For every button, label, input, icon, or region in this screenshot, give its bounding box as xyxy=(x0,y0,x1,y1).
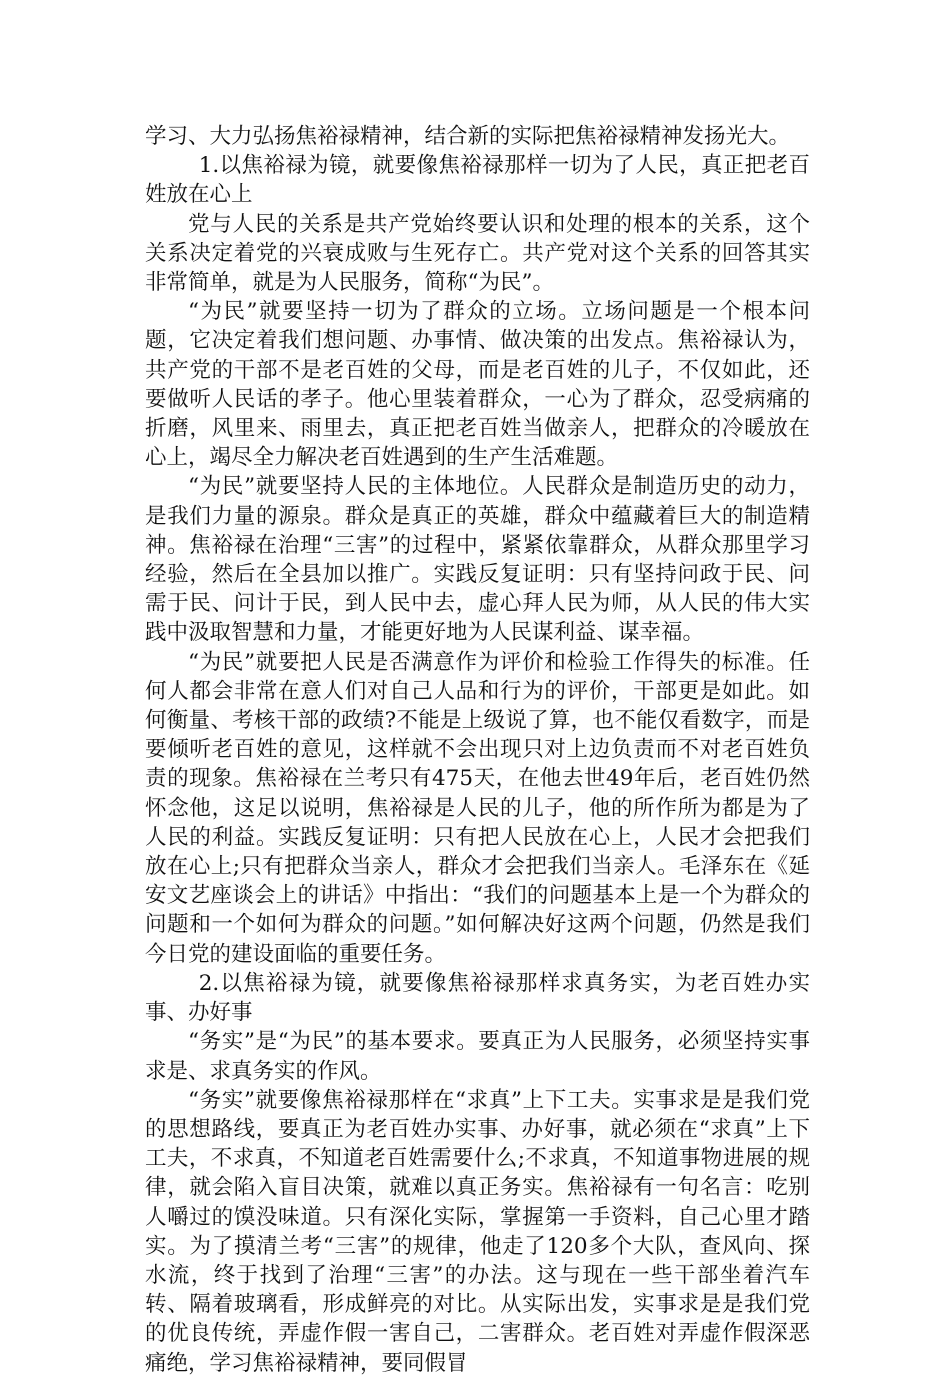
paragraph-continuation: 学习、大力弘扬焦裕禄精神，结合新的实际把焦裕禄精神发扬光大。 xyxy=(145,124,791,149)
document-page xyxy=(145,122,810,1378)
paragraph-seek-truth: “务实”就要像焦裕禄那样在“求真”上下工夫。实事求是是我们党的思想路线，要真正为老百姓办实事、办好事，就必须在“求真”上下工夫，不求真，不知道老百姓需要什么;不求真，不知道事物进展的规律，就会陷入盲目决策，就难以真正务实。焦裕禄有一句名言：吃别人嚼过的馍没味道。只有深化实际，掌握第一手资料，自己心里才踏实。为了摸清兰考“三害”的规律，他走了120多个大队，查风向、探水流，终于找到了治理“三害”的办法。这与现在一些干部坐着汽车转、隔着玻璃看，形成鲜亮的对比。从实际出发，实事求是是我们党的优良传统，弄虚作假一害自己，二害群众。老百姓对弄虚作假深恶痛绝，学习焦裕禄精神，要同假冒 xyxy=(145,1087,810,1376)
section-heading-1: 1.以焦裕禄为镜，就要像焦裕禄那样一切为了人民，真正把老百姓放在心上 xyxy=(145,153,810,208)
paragraph-for-people-stance: “为民”就要坚持一切为了群众的立场。立场问题是一个根本问题，它决定着我们想问题、办事情、做决策的出发点。焦裕禄认为，共产党的干部不是老百姓的父母，而是老百姓的儿子，不仅如此，还要做听人民话的孝子。他心里装着群众，一心为了群众，忍受病痛的折磨，风里来、雨里去，真正把老百姓当做亲人，把群众的冷暖放在心上，竭尽全力解决老百姓遇到的生产生活难题。 xyxy=(145,299,810,471)
paragraph-pragmatism-requirement: “务实”是“为民”的基本要求。要真正为人民服务，必须坚持实事求是、求真务实的作风。 xyxy=(145,1029,810,1084)
paragraph-people-subject-status: “为民”就要坚持人民的主体地位。人民群众是制造历史的动力，是我们力量的源泉。群众是真正的英雄，群众中蕴藏着巨大的制造精神。焦裕禄在治理“三害”的过程中，紧紧依靠群众，从群众那里学习经验，然后在全县加以推广。实践反复证明：只有坚持问政于民、问需于民、问计于民，到人民中去，虚心拜人民为师，从人民的伟大实践中汲取智慧和力量，才能更好地为人民谋利益、谋幸福。 xyxy=(145,474,810,646)
paragraph-party-people-relation: 党与人民的关系是共产党始终要认识和处理的根本的关系，这个关系决定着党的兴衰成败与生死存亡。共产党对这个关系的回答其实非常简单，就是为人民服务，简称“为民”。 xyxy=(145,211,810,296)
paragraph-satisfaction-standard: “为民”就要把人民是否满意作为评价和检验工作得失的标准。任何人都会非常在意人们对自己人品和行为的评价，干部更是如此。如何衡量、考核干部的政绩?不能是上级说了算，也不能仅看数字，而是要倾听老百姓的意见，这样就不会出现只对上边负责而不对老百姓负责的现象。焦裕禄在兰考只有475天，在他去世49年后，老百姓仍然怀念他，这足以说明，焦裕禄是人民的儿子，他的所作所为都是为了人民的利益。实践反复证明：只有把人民放在心上，人民才会把我们放在心上;只有把群众当亲人，群众才会把我们当亲人。毛泽东在《延安文艺座谈会上的讲话》中指出：“我们的问题基本上是一个为群众的问题和一个如何为群众的问题。”如何解决好这两个问题，仍然是我们今日党的建设面临的重要任务。 xyxy=(145,649,810,967)
section-heading-2: 2.以焦裕禄为镜，就要像焦裕禄那样求真务实，为老百姓办实事、办好事 xyxy=(145,970,810,1026)
